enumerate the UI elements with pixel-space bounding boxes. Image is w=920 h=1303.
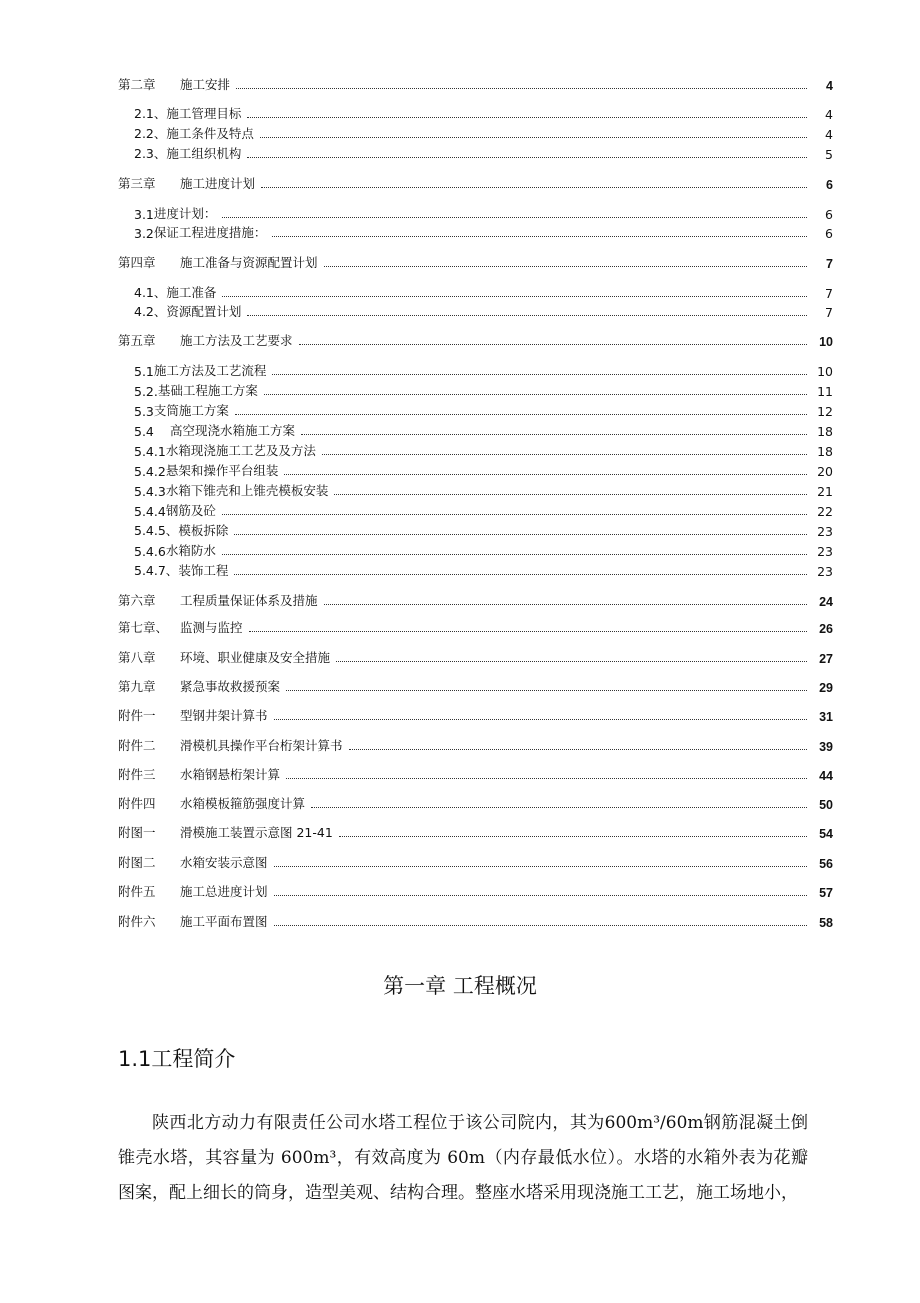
toc-entry-number: 附图一: [118, 825, 156, 840]
toc-entry-number: 附件五: [118, 884, 156, 899]
toc-entry-page: 24: [819, 595, 833, 609]
toc-leader-dots: [322, 453, 807, 455]
section-heading: 1.1工程简介: [118, 1047, 236, 1071]
toc-entry-title: 施工准备: [166, 285, 217, 300]
toc-leader-dots: [274, 894, 807, 896]
toc-entry-page: 4: [825, 127, 833, 142]
toc-leader-dots: [222, 513, 807, 515]
toc-entry-page: 5: [825, 147, 833, 162]
toc-entry-title: 水箱钢悬桁架计算: [180, 767, 281, 782]
toc-entry-number: 附件三: [118, 767, 156, 782]
toc-entry-number: 第四章: [118, 255, 156, 270]
toc-entry-number: 第九章: [118, 679, 156, 694]
toc-entry: [134, 421, 833, 439]
toc-entry-page: 39: [819, 740, 833, 754]
toc-entry-page: 7: [826, 257, 833, 271]
toc-entry-number: 4.1、: [134, 285, 167, 300]
toc-entry-number: 5.1: [134, 364, 154, 379]
toc-entry: [134, 541, 833, 559]
toc-entry-number: 2.1、: [134, 106, 167, 121]
toc-entry-number: 附件四: [118, 796, 156, 811]
toc-entry-number: 5.2.: [134, 384, 158, 399]
toc-entry-number: 5.4.3: [134, 484, 166, 499]
toc-entry-number: 第三章: [118, 176, 156, 191]
toc-leader-dots: [284, 473, 807, 475]
toc-leader-dots: [274, 924, 807, 926]
toc-leader-dots: [286, 689, 807, 691]
toc-entry-page: 22: [817, 504, 833, 519]
toc-entry-title: 水箱现浇施工工艺及及方法: [165, 443, 316, 458]
toc-entry: [134, 204, 833, 222]
toc-entry-title: 悬架和操作平台组装: [165, 463, 279, 478]
toc-entry-title: 监测与监控: [180, 620, 243, 635]
toc-entry-page: 44: [819, 769, 833, 783]
toc-entry: [118, 75, 833, 93]
toc-entry-page: 54: [819, 827, 833, 841]
toc-entry-number: 5.4.2: [134, 464, 166, 479]
toc-entry-page: 27: [819, 652, 833, 666]
toc-entry-title: 施工方法及工艺要求: [180, 333, 293, 348]
toc-leader-dots: [301, 433, 807, 435]
toc-entry: [118, 912, 833, 930]
toc-leader-dots: [234, 573, 807, 575]
toc-entry-number: 附件一: [118, 708, 156, 723]
toc-entry: [134, 223, 833, 241]
toc-leader-dots: [247, 156, 807, 158]
toc-leader-dots: [324, 603, 807, 605]
toc-entry-page: 7: [825, 305, 833, 320]
toc-entry: [118, 591, 833, 609]
toc-entry: [118, 823, 833, 841]
toc-entry-title: 资源配置计划: [166, 304, 242, 319]
toc-entry-title: 保证工程进度措施：: [153, 225, 267, 240]
toc-entry-number: 附件二: [118, 738, 156, 753]
toc-entry-number: 3.2: [134, 226, 154, 241]
toc-leader-dots: [264, 393, 807, 395]
toc-leader-dots: [222, 216, 807, 218]
toc-entry-title: 施工方法及工艺流程: [153, 363, 267, 378]
toc-entry-number: 第五章: [118, 333, 156, 348]
toc-entry-title: 基础工程施工方案: [157, 383, 258, 398]
toc-leader-dots: [349, 748, 807, 750]
toc-entry: [118, 253, 833, 271]
toc-entry-number: 5.4: [134, 424, 154, 439]
toc-leader-dots: [272, 373, 807, 375]
toc-entry: [134, 302, 833, 320]
toc-entry-title: 施工组织机构: [166, 146, 242, 161]
toc-entry: [134, 481, 833, 499]
toc-entry: [118, 706, 833, 724]
toc-entry: [134, 561, 833, 579]
toc-entry-page: 18: [817, 444, 833, 459]
toc-entry-page: 31: [819, 710, 833, 724]
toc-entry-title: 进度计划：: [153, 206, 217, 221]
toc-entry-number: 5.4.1: [134, 444, 166, 459]
toc-entry-page: 7: [825, 286, 833, 301]
toc-entry-title: 施工平面布置图: [180, 914, 268, 929]
toc-entry: [134, 521, 833, 539]
toc-entry-title: 支筒施工方案: [153, 403, 229, 418]
toc-entry-number: 附件六: [118, 914, 156, 929]
toc-entry: [134, 124, 833, 142]
toc-entry-number: 附图二: [118, 855, 156, 870]
toc-entry-title: 环境、职业健康及安全措施: [180, 650, 331, 665]
toc-entry-title: 施工进度计划: [180, 176, 256, 191]
toc-entry-page: 4: [825, 107, 833, 122]
toc-entry-number: 5.4.5、: [134, 523, 179, 538]
toc-entry: [118, 618, 833, 636]
toc-leader-dots: [274, 718, 807, 720]
toc-entry-number: 5.3: [134, 404, 154, 419]
toc-entry-title: 滑模施工装置示意图 21-41: [180, 825, 333, 840]
toc-leader-dots: [311, 806, 807, 808]
toc-entry-page: 6: [825, 207, 833, 222]
toc-entry-page: 21: [817, 484, 833, 499]
toc-entry-page: 58: [819, 916, 833, 930]
toc-entry-page: 12: [817, 404, 833, 419]
toc-entry: [134, 361, 833, 379]
toc-entry-title: 装饰工程: [178, 563, 229, 578]
toc-entry-title: 工程质量保证体系及措施: [180, 593, 318, 608]
toc-leader-dots: [336, 660, 807, 662]
toc-entry-page: 4: [826, 79, 833, 93]
toc-leader-dots: [299, 343, 807, 345]
toc-entry-title: 施工管理目标: [166, 106, 242, 121]
toc-leader-dots: [236, 87, 807, 89]
toc-leader-dots: [334, 493, 807, 495]
toc-leader-dots: [261, 186, 807, 188]
toc-entry-title: 钢筋及砼: [165, 503, 216, 518]
toc-leader-dots: [286, 777, 807, 779]
toc-entry-title: 型钢井架计算书: [180, 708, 268, 723]
toc-entry: [118, 331, 833, 349]
toc-entry-page: 10: [819, 335, 833, 349]
toc-entry-page: 50: [819, 798, 833, 812]
toc-leader-dots: [247, 116, 807, 118]
toc-entry-title: 施工准备与资源配置计划: [180, 255, 318, 270]
toc-entry: [118, 853, 833, 871]
toc-entry-page: 6: [825, 226, 833, 241]
toc-entry: [118, 174, 833, 192]
toc-entry-title: 模板拆除: [178, 523, 229, 538]
toc-leader-dots: [234, 533, 807, 535]
toc-entry: [134, 381, 833, 399]
toc-entry-number: 5.4.6: [134, 544, 166, 559]
toc-leader-dots: [339, 835, 807, 837]
toc-leader-dots: [235, 413, 807, 415]
toc-entry-page: 11: [817, 384, 833, 399]
toc-entry-page: 26: [819, 622, 833, 636]
toc-entry-page: 20: [817, 464, 833, 479]
toc-entry-title: 施工安排: [180, 77, 231, 92]
toc-entry-page: 29: [819, 681, 833, 695]
toc-entry-page: 23: [817, 524, 833, 539]
toc-entry-title: 水箱安装示意图: [180, 855, 268, 870]
toc-entry: [134, 401, 833, 419]
toc-leader-dots: [222, 553, 807, 555]
toc-entry-number: 3.1: [134, 207, 154, 222]
toc-entry: [134, 501, 833, 519]
toc-leader-dots: [274, 865, 807, 867]
toc-entry: [134, 104, 833, 122]
toc-entry-page: 18: [817, 424, 833, 439]
toc-leader-dots: [272, 235, 807, 237]
toc-entry-title: 水箱防水: [165, 543, 216, 558]
toc-entry: [118, 736, 833, 754]
toc-entry-title: 施工总进度计划: [180, 884, 268, 899]
toc-entry-number: 第六章: [118, 593, 156, 608]
toc-entry-number: 第七章、: [118, 620, 169, 635]
toc-entry-page: 57: [819, 886, 833, 900]
toc-leader-dots: [324, 265, 807, 267]
toc-entry-page: 6: [826, 178, 833, 192]
toc-entry: [134, 144, 833, 162]
toc-entry: [118, 677, 833, 695]
toc-entry-title: 施工条件及特点: [166, 126, 254, 141]
toc-entry-page: 10: [817, 364, 833, 379]
toc-entry: [118, 765, 833, 783]
toc-leader-dots: [222, 295, 807, 297]
toc-leader-dots: [249, 630, 807, 632]
toc-entry-number: 第八章: [118, 650, 156, 665]
toc-entry: [118, 648, 833, 666]
toc-entry-number: 4.2、: [134, 304, 167, 319]
toc-entry: [134, 441, 833, 459]
toc-entry-page: 23: [817, 564, 833, 579]
toc-entry-title: 水箱下锥壳和上锥壳模板安装: [165, 483, 329, 498]
toc-entry-number: 2.2、: [134, 126, 167, 141]
toc-entry-page: 23: [817, 544, 833, 559]
toc-entry-number: 2.3、: [134, 146, 167, 161]
toc-entry-title: 高空现浇水箱施工方案: [170, 423, 296, 438]
chapter-heading: 第一章 工程概况: [383, 974, 537, 998]
toc-entry-page: 56: [819, 857, 833, 871]
toc-entry: [118, 794, 833, 812]
body-paragraph: 陕西北方动力有限责任公司水塔工程位于该公司院内，其为600m³/60m钢筋混凝土倒锥壳水塔，其容量为 600m³，有效高度为 60m（内存最低水位）。水塔的水箱外表为花瓣图案，配上细长的筒身，造型美观、结构合理。整座水塔采用现浇施工工艺，施工场地小，: [118, 1113, 808, 1203]
toc-entry: [134, 461, 833, 479]
toc-entry-number: 第二章: [118, 77, 156, 92]
toc-entry: [118, 882, 833, 900]
toc-entry: [134, 283, 833, 301]
toc-entry-number: 5.4.4: [134, 504, 166, 519]
toc-leader-dots: [247, 314, 807, 316]
toc-entry-title: 紧急事故救援预案: [180, 679, 281, 694]
toc-entry-number: 5.4.7、: [134, 563, 179, 578]
toc-entry-title: 水箱模板箍筋强度计算: [180, 796, 306, 811]
toc-entry-title: 滑模机具操作平台桁架计算书: [180, 738, 343, 753]
toc-leader-dots: [260, 136, 807, 138]
